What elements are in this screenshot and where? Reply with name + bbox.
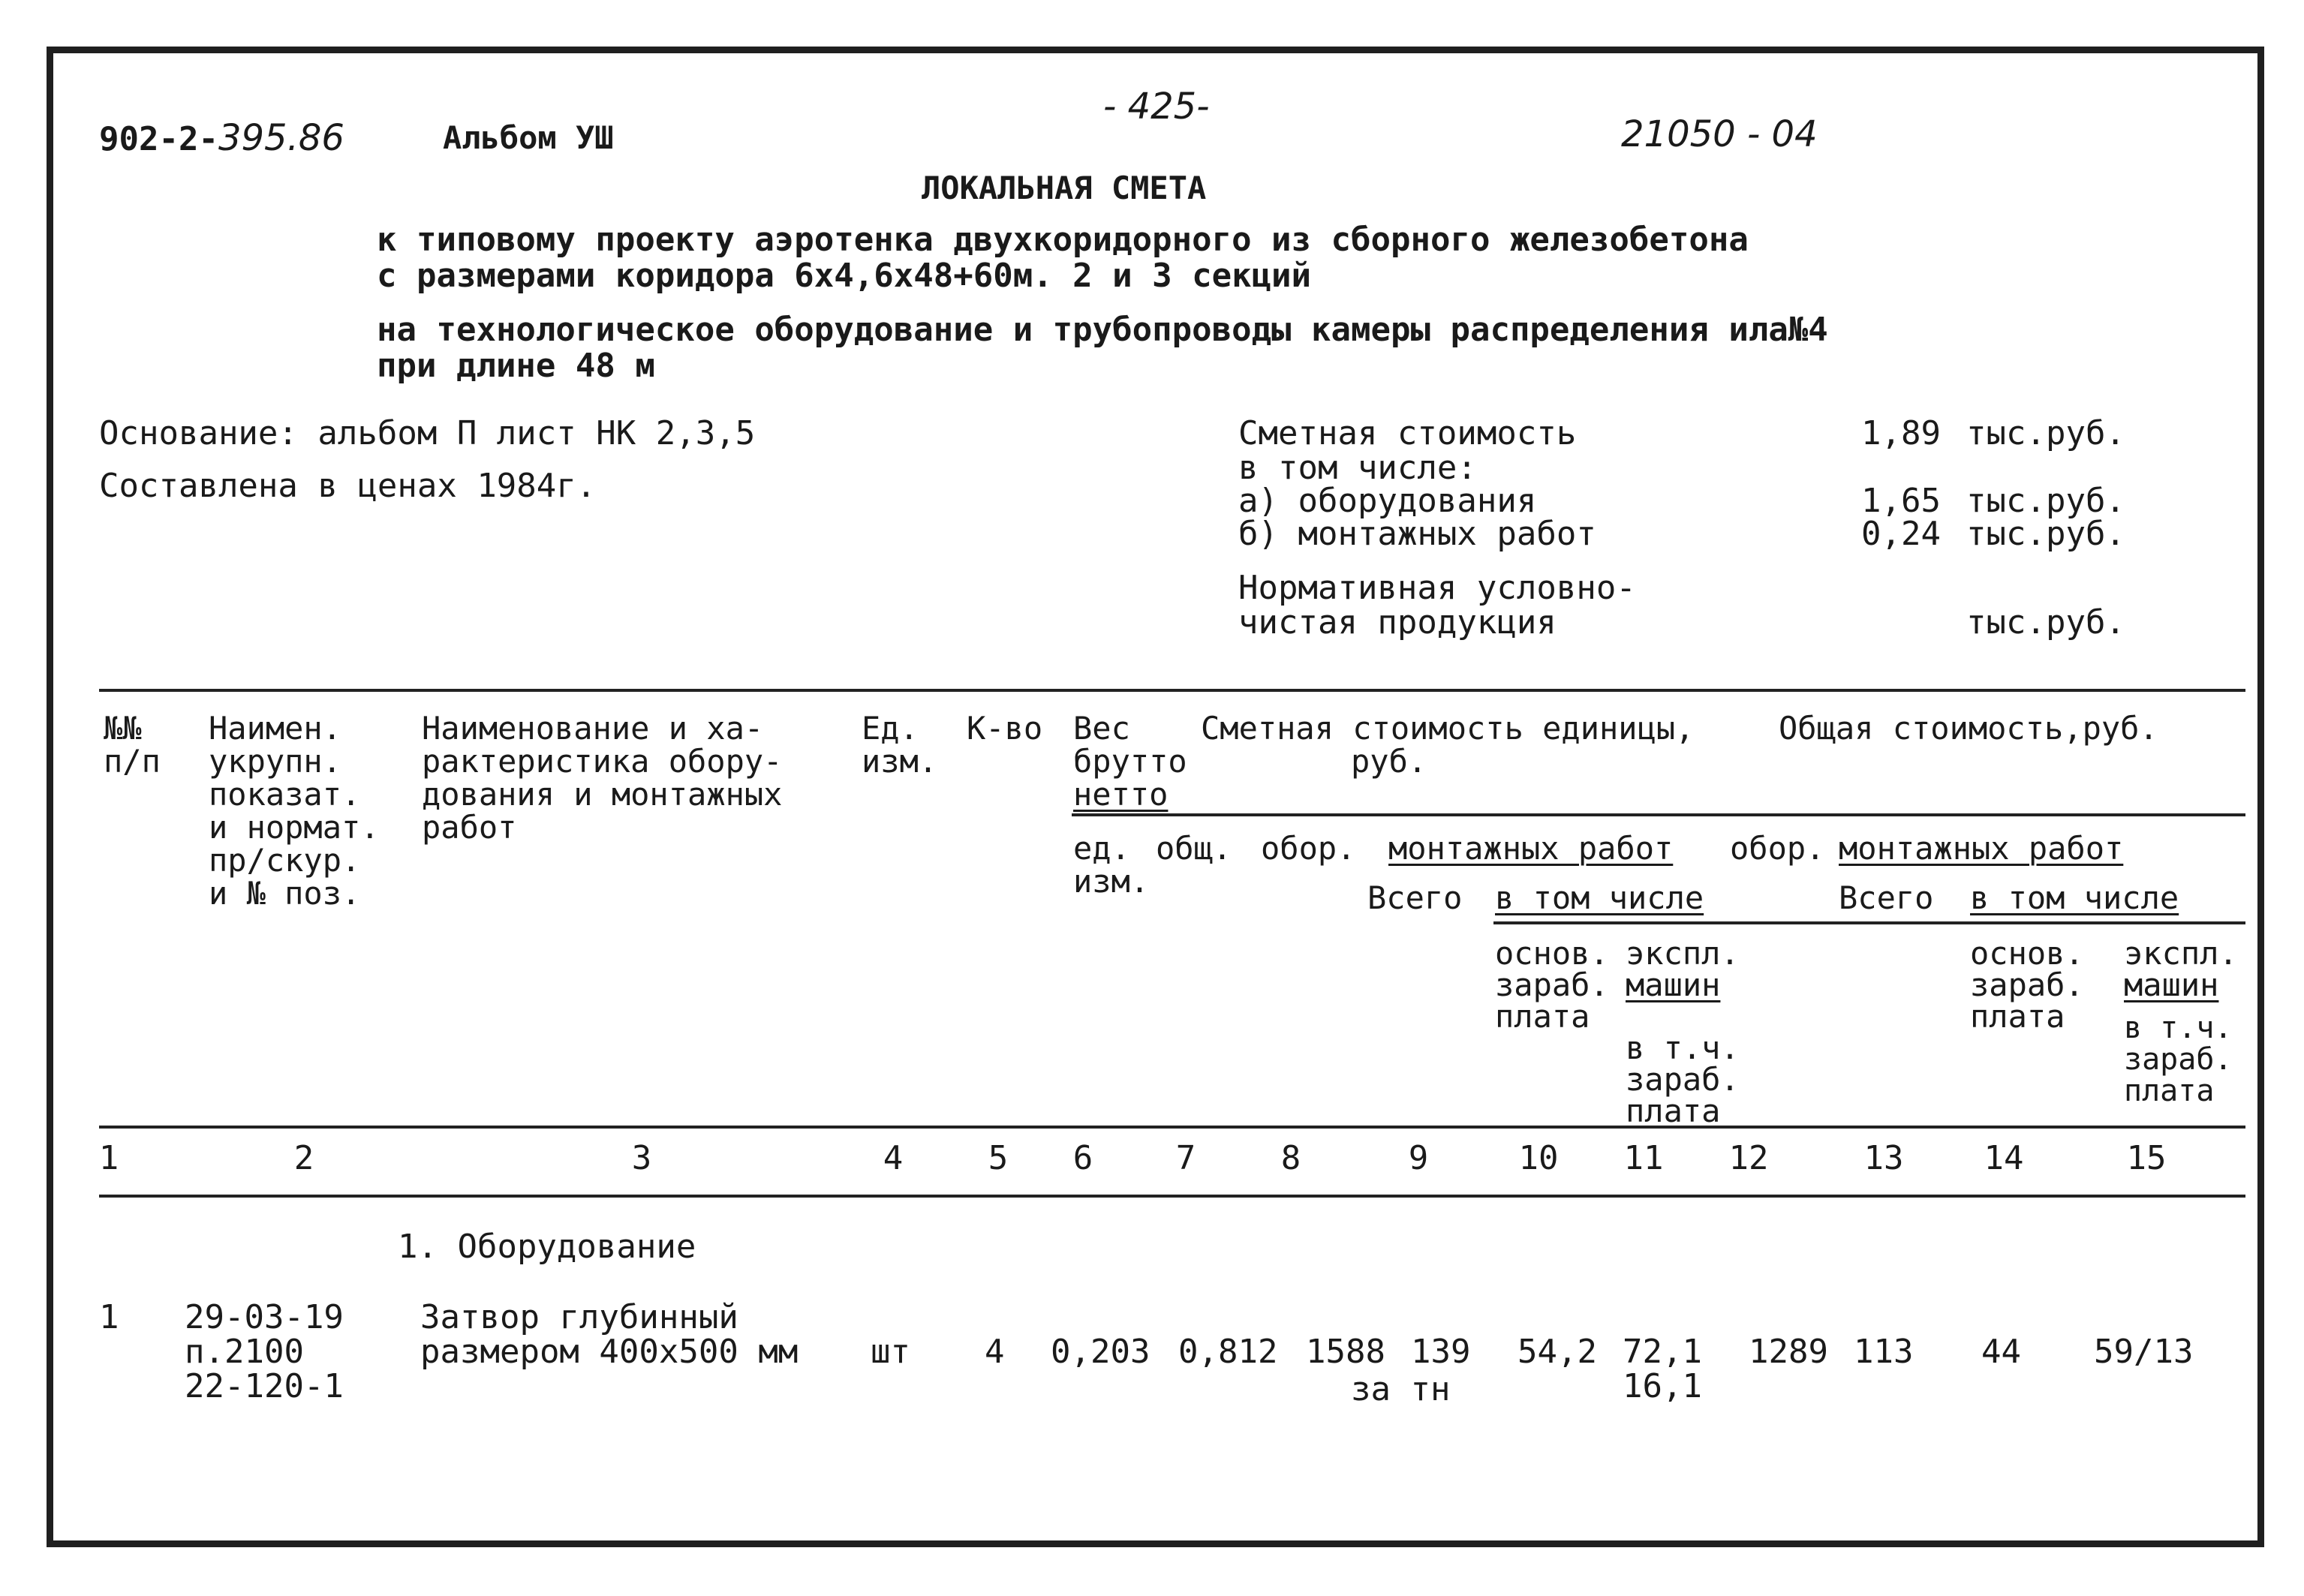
document-title: ЛОКАЛЬНАЯ СМЕТА — [922, 170, 1207, 206]
hdr-total-osnov-1: основ. — [1970, 935, 2084, 972]
hdr-total-osnov-2: зараб. — [1970, 966, 2084, 1003]
album-label: Альбом УШ — [443, 119, 614, 156]
section-title: 1. Оборудование — [398, 1228, 696, 1266]
installation-cost-unit: тыс.руб. — [1966, 515, 2125, 553]
hdr-col2-line1: Наимен. — [209, 710, 342, 747]
hdr-total-vtomchisle: в том числе — [1970, 879, 2179, 916]
row1-name-2: размером 400х500 мм — [420, 1333, 799, 1371]
hdr-total-obor: обор. — [1730, 830, 1825, 867]
hdr-total-cost: Общая стоимость,руб. — [1779, 710, 2158, 747]
estimated-cost-label: Сметная стоимость — [1238, 414, 1577, 452]
hdr-rule-2 — [1493, 921, 2245, 924]
hdr-unit-cost: Сметная стоимость единицы, — [1201, 710, 1695, 747]
row1-unit-install-total: 139 — [1411, 1333, 1471, 1371]
colnum-5: 5 — [988, 1139, 1009, 1177]
hdr-col1-line2: п/п — [104, 743, 161, 780]
project-code-handwritten: 395.86 — [218, 117, 344, 159]
hdr-col2-line3: показат. — [209, 776, 361, 813]
prices-year-text: Составлена в ценах 1984г. — [99, 467, 597, 505]
hdr-col4-line2: изм. — [862, 743, 938, 780]
hdr-total-vsego: Всего — [1839, 879, 1934, 916]
colnum-3: 3 — [631, 1139, 652, 1177]
hdr-unit-vtch-1: в т.ч. — [1626, 1029, 1740, 1066]
hdr-total-ekspl-2: машин — [2124, 966, 2219, 1003]
hdr-unit-izm: изм. — [1073, 863, 1150, 900]
hdr-col5: К-во — [967, 710, 1043, 747]
row1-total-machines: 59/13 — [2094, 1333, 2194, 1371]
table-top-rule — [99, 689, 2245, 692]
hdr-unit-montazh: монтажных работ — [1388, 830, 1674, 867]
hdr-total-vtch-2: зараб. — [2124, 1042, 2233, 1077]
estimated-cost-value: 1,89 — [1861, 414, 1941, 452]
reference-number-handwritten: 21050 - 04 — [1621, 113, 1818, 155]
row1-norm-1: 29-03-19 — [185, 1298, 344, 1336]
row1-name-1: Затвор глубинный — [420, 1298, 738, 1336]
installation-cost-value: 0,24 — [1861, 515, 1941, 553]
hdr-total-obsch: общ. — [1156, 830, 1232, 867]
colnum-4: 4 — [883, 1139, 904, 1177]
title-line-3: на технологическое оборудование и трубопроводы камеры распределения ила№4 — [377, 311, 1828, 349]
hdr-unit-vtomchisle: в том числе — [1495, 879, 1704, 916]
colnum-7: 7 — [1175, 1139, 1196, 1177]
hdr-unit-osnov-2: зараб. — [1495, 966, 1609, 1003]
hdr-col3-line4: работ — [422, 809, 517, 846]
row1-unit: шт — [871, 1333, 910, 1371]
hdr-col2-line5: пр/скур. — [209, 842, 361, 879]
equipment-cost-value: 1,65 — [1861, 482, 1941, 520]
hdr-col3-line1: Наименование и ха- — [422, 710, 764, 747]
hdr-col2-line4: и нормат. — [209, 809, 380, 846]
row1-unit-machines-wages: 16,1 — [1623, 1367, 1702, 1405]
hdr-weight: Вес — [1073, 710, 1130, 747]
hdr-unit-ekspl-1: экспл. — [1626, 935, 1740, 972]
row1-weight-unit: 0,203 — [1051, 1333, 1150, 1371]
colnum-6: 6 — [1072, 1139, 1093, 1177]
row1-weight-total: 0,812 — [1178, 1333, 1278, 1371]
colnum-2: 2 — [293, 1139, 314, 1177]
installation-cost-label: б) монтажных работ — [1238, 515, 1596, 553]
including-label: в том числе: — [1238, 449, 1477, 487]
hdr-unit-cost-rub: руб. — [1351, 743, 1427, 780]
row1-unit-wages: 54,2 — [1517, 1333, 1597, 1371]
hdr-total-vtch-3: плата — [2124, 1074, 2215, 1108]
title-line-4: при длине 48 м — [377, 347, 655, 385]
normative-product-label-2: чистая продукция — [1238, 603, 1557, 642]
colnum-8: 8 — [1280, 1139, 1301, 1177]
colnum-14: 14 — [1984, 1139, 2024, 1177]
page-number-handwritten: - 425- — [1103, 86, 1210, 128]
hdr-unit-ed: ед. — [1073, 830, 1130, 867]
hdr-unit-vsego: Всего — [1367, 879, 1463, 916]
hdr-total-montazh: монтажных работ — [1839, 830, 2124, 867]
colnum-top-rule — [99, 1126, 2245, 1129]
row1-total-equipment: 1289 — [1749, 1333, 1828, 1371]
hdr-total-osnov-3: плата — [1970, 998, 2065, 1035]
colnum-9: 9 — [1408, 1139, 1429, 1177]
colnum-15: 15 — [2126, 1139, 2167, 1177]
hdr-col4-line1: Ед. — [862, 710, 919, 747]
colnum-12: 12 — [1728, 1139, 1769, 1177]
cost-unit: тыс.руб. — [1966, 414, 2125, 452]
hdr-unit-vtch-2: зараб. — [1626, 1061, 1740, 1098]
hdr-col1-line1: №№ — [104, 710, 142, 747]
row1-unit-equipment: 1588 — [1306, 1333, 1385, 1371]
row1-total-wages: 44 — [1981, 1333, 2021, 1371]
colnum-bottom-rule — [99, 1195, 2245, 1198]
hdr-unit-osnov-3: плата — [1495, 998, 1590, 1035]
title-line-2: с размерами коридора 6х4,6х48+60м. 2 и 3 секций — [377, 257, 1312, 295]
colnum-1: 1 — [98, 1139, 119, 1177]
row1-norm-2: п.2100 — [185, 1333, 304, 1371]
hdr-total-vtch-1: в т.ч. — [2124, 1011, 2233, 1045]
row1-norm-3: 22-120-1 — [185, 1367, 344, 1405]
row1-number: 1 — [99, 1298, 119, 1336]
hdr-weight-brutto: брутто — [1073, 743, 1187, 780]
row1-per-ton-note: за тн — [1351, 1370, 1451, 1408]
hdr-col2-line2: укрупн. — [209, 743, 342, 780]
equipment-cost-unit: тыс.руб. — [1966, 482, 2125, 520]
hdr-unit-obor: обор. — [1261, 830, 1356, 867]
normative-product-label-1: Нормативная условно- — [1238, 569, 1636, 607]
hdr-col2-line6: и № поз. — [209, 875, 361, 912]
hdr-total-ekspl-1: экспл. — [2124, 935, 2238, 972]
colnum-13: 13 — [1863, 1139, 1904, 1177]
row1-total-install: 113 — [1854, 1333, 1914, 1371]
title-line-1: к типовому проекту аэротенка двухкоридорного из сборного железобетона — [377, 221, 1749, 259]
row1-unit-machines: 72,1 — [1623, 1333, 1702, 1371]
hdr-col3-line3: дования и монтажных — [422, 776, 783, 813]
hdr-unit-osnov-1: основ. — [1495, 935, 1609, 972]
row1-qty: 4 — [985, 1333, 1005, 1371]
equipment-cost-label: а) оборудования — [1238, 482, 1537, 520]
colnum-11: 11 — [1623, 1139, 1664, 1177]
colnum-10: 10 — [1518, 1139, 1559, 1177]
hdr-unit-vtch-3: плата — [1626, 1093, 1721, 1129]
basis-text: Основание: альбом П лист НК 2,3,5 — [99, 414, 756, 452]
hdr-weight-netto: нетто — [1073, 776, 1169, 813]
hdr-rule-1 — [1072, 813, 2245, 816]
normative-product-unit: тыс.руб. — [1966, 603, 2125, 642]
hdr-unit-ekspl-2: машин — [1626, 966, 1721, 1003]
project-code: 902-2-395.86 — [99, 117, 344, 159]
hdr-col3-line2: рактеристика обору- — [422, 743, 783, 780]
